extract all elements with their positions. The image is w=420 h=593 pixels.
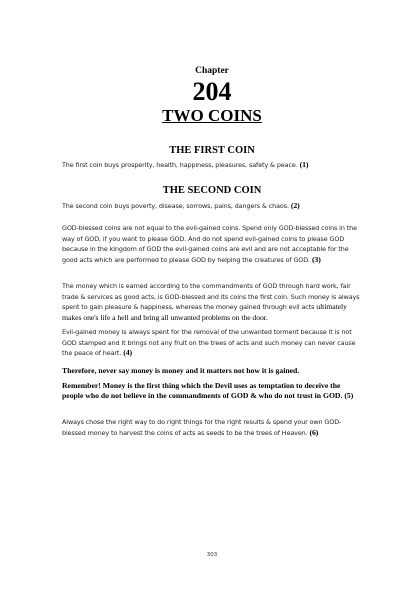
paragraph-text: Always chose the right way to do right things for the right results & spend your own GOD-blessed money to harvest the coins of acts as seeds to be the trees of Heaven. — [62, 418, 342, 437]
chapter-number: 204 — [192, 77, 232, 106]
page-number: 303 — [206, 552, 218, 558]
reference-number: (5) — [344, 390, 354, 400]
bold-statement-money: Therefore, never say money is money and it matters not how it is gained. — [62, 366, 300, 375]
paragraph-text: The first coin buys prosperity, health, happiness, pleasures, safety & peace. — [62, 161, 298, 169]
paragraph-earned-money — [62, 281, 362, 323]
paragraph-god-blessed-coins — [62, 223, 362, 265]
reference-number: (3) — [311, 254, 321, 264]
chapter-label: Chapter — [195, 66, 229, 76]
section-heading-second-coin: THE SECOND COIN — [162, 185, 262, 196]
paragraph-tail-text: ultimately makes one's life a hell and bring all unwanted problems on the door. — [62, 302, 347, 322]
reference-number: (2) — [290, 201, 300, 210]
paragraph-text: The second coin buys poverty, disease, sorrows, pains, dangers & chaos. — [62, 202, 289, 210]
reference-number: (6) — [309, 427, 319, 437]
statement-text: Remember! Money is the first thing which the Devil uses as temptation to deceive the people who do not believe in the commandments of GOD & who do not trust in GOD. — [62, 381, 343, 400]
paragraph-evil-gained-money — [62, 327, 362, 359]
paragraph-first-coin — [62, 160, 362, 171]
section-heading-first-coin: THE FIRST COIN — [169, 145, 255, 156]
reference-number: (4) — [123, 348, 132, 357]
paragraph-text: GOD-blessed coins are not equal to the evil-gained coins. Spend only GOD-blessed coins in the way of GOD, if you want to please GOD. And do not spend evil-gained coins to please GOD because in the kingdom of GOD the evil-gained coins are evil and are not acceptable for the good acts which are performed to please GOD by helping the creatures of GOD. — [62, 224, 357, 264]
paragraph-text: The money which is earned according to the commandments of GOD through hard work, fair trade & services as good acts, is GOD-blessed and its coins the first coin. Such money is always spent to gain pleasure & happiness, whereas the money gained through evil acts — [62, 282, 360, 311]
reference-number: (1) — [299, 160, 309, 169]
bold-statement-devil — [62, 381, 362, 400]
paragraph-second-coin — [62, 201, 362, 212]
paragraph-right-way — [62, 417, 362, 438]
paragraph-text: Evil-gained money is always spent for the removal of the unwanted torment because it is not GOD stamped and it brings not any fruit on the trees of acts and such money can never cause the peace of heart. — [62, 328, 356, 357]
chapter-title: TWO COINS — [162, 106, 262, 125]
